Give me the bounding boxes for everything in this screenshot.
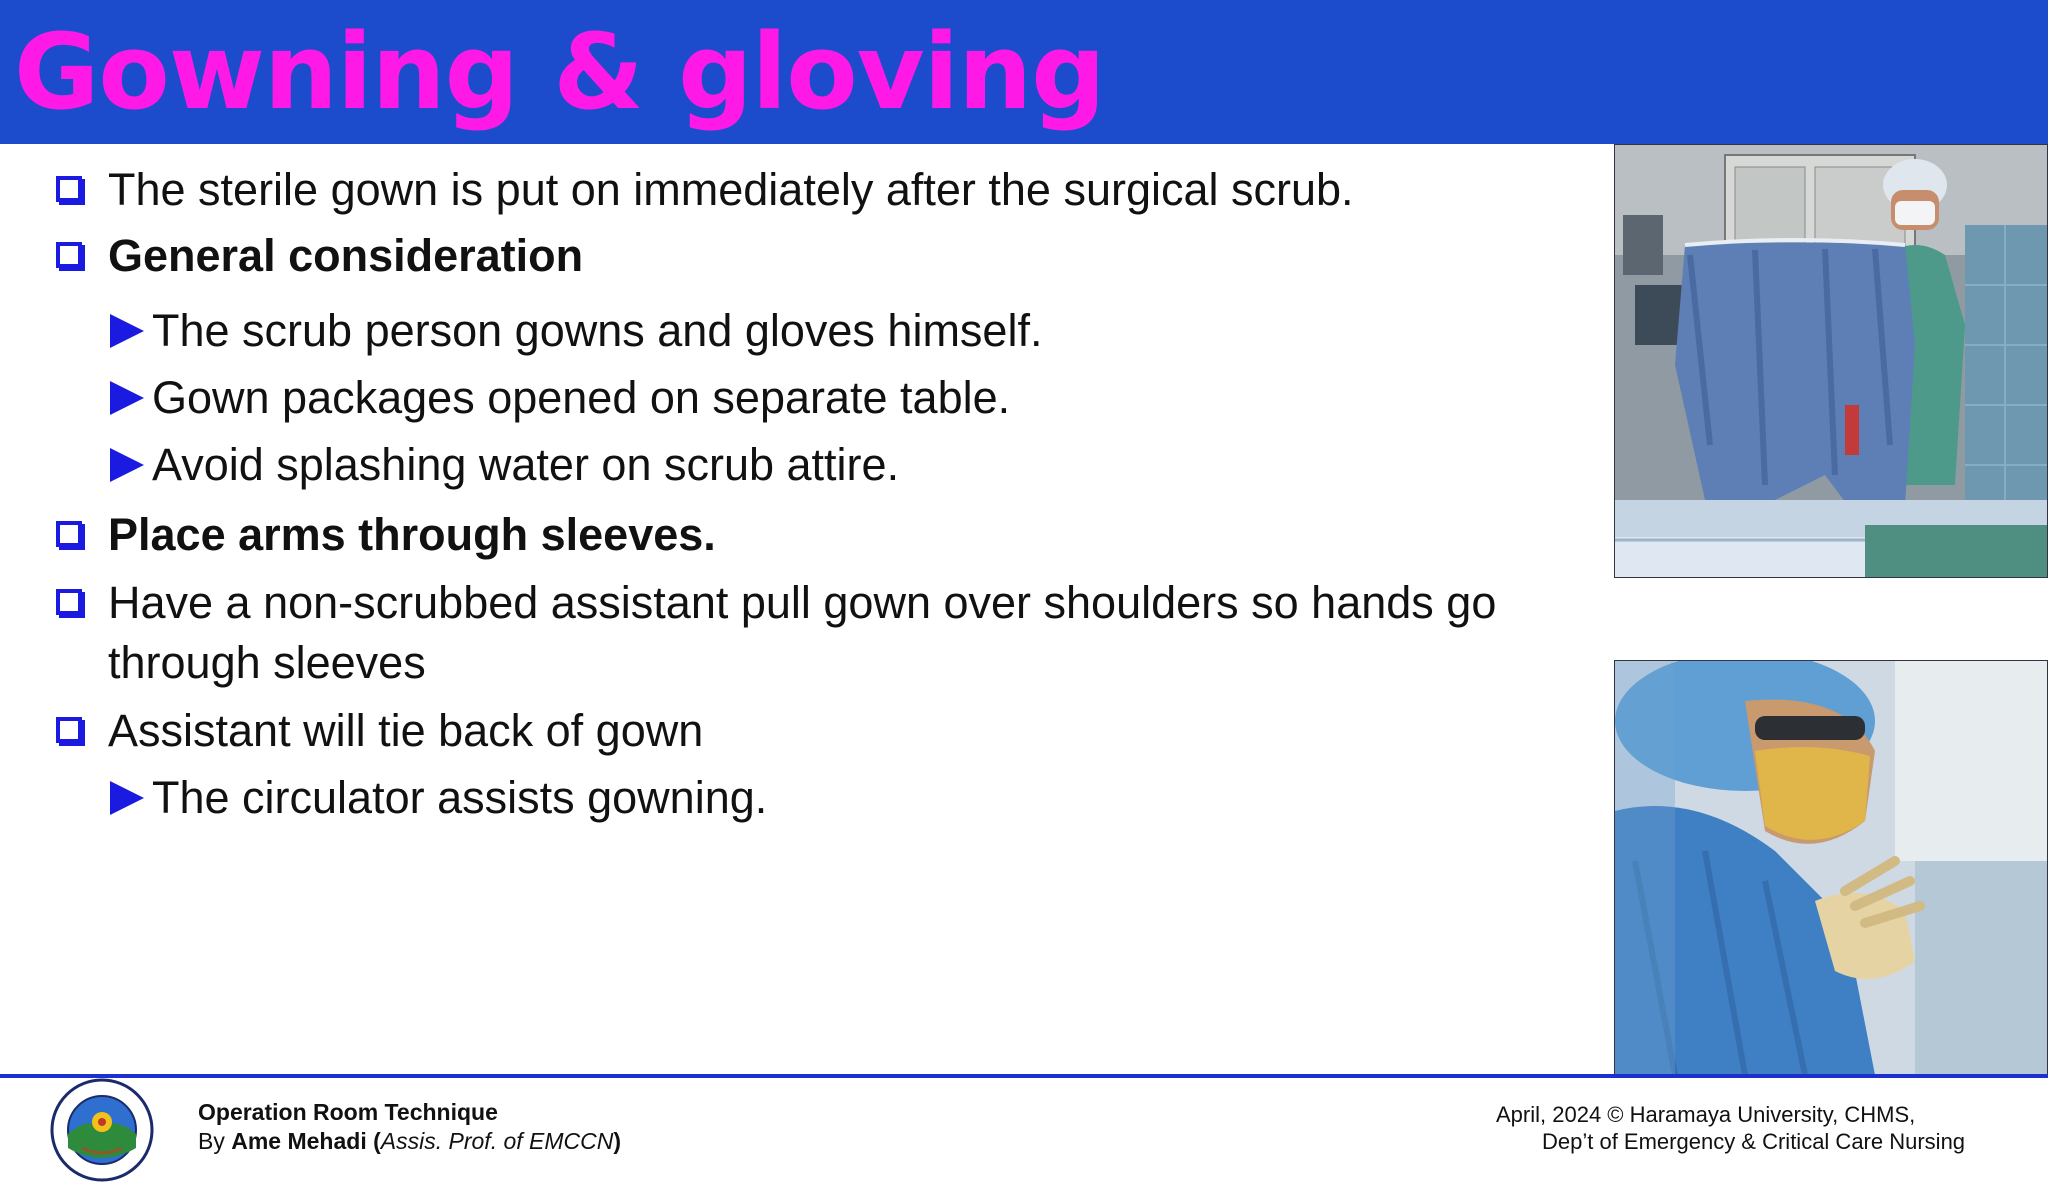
triangle-bullet-icon xyxy=(110,381,144,415)
bullet-list xyxy=(0,144,1600,1064)
university-seal-icon xyxy=(46,1078,158,1182)
footer-author-name: Ame Mehadi xyxy=(231,1128,367,1154)
square-bullet-icon xyxy=(56,521,82,547)
gloving-photo-illustration xyxy=(1615,661,2047,1075)
gowning-photo xyxy=(1614,144,2048,578)
square-bullet-icon xyxy=(56,589,82,615)
square-bullet-icon xyxy=(56,717,82,743)
footer-divider xyxy=(0,1074,2048,1078)
gloving-photo xyxy=(1614,660,2048,1076)
footer-by-prefix: By xyxy=(198,1128,232,1154)
footer-close-paren: ) xyxy=(613,1128,622,1154)
slide-title: Gowning & gloving xyxy=(14,11,1105,133)
footer-open-paren: ( xyxy=(366,1128,381,1154)
footer-author-title: Assis. Prof. of EMCCN xyxy=(380,1128,614,1154)
bullet-text: Assistant will tie back of gown xyxy=(108,705,704,756)
triangle-bullet-icon xyxy=(110,448,144,482)
square-bullet-icon xyxy=(56,242,82,268)
sub-bullet-text: The circulator assists gowning. xyxy=(152,772,768,823)
gowning-photo-illustration xyxy=(1615,145,2047,577)
square-bullet-icon xyxy=(56,176,82,202)
footer-author-line xyxy=(198,1127,621,1155)
bullet-text: Have a non-scrubbed assistant pull gown over shoulders so hands go xyxy=(108,577,1497,628)
bullet-text: The sterile gown is put on immediately after the surgical scrub. xyxy=(108,164,1354,215)
bullet-text: General consideration xyxy=(108,230,584,281)
bullet-text-continuation: through sleeves xyxy=(108,637,426,688)
sub-bullet-text: Gown packages opened on separate table. xyxy=(152,372,1011,423)
sub-bullet-text: The scrub person gowns and gloves himself. xyxy=(152,305,1043,356)
triangle-bullet-icon xyxy=(110,781,144,815)
university-logo xyxy=(46,1078,158,1182)
footer-dept-line: Dep’t of Emergency & Critical Care Nursing xyxy=(1542,1129,1966,1154)
sub-bullet-text: Avoid splashing water on scrub attire. xyxy=(152,439,900,490)
footer-course-title: Operation Room Technique xyxy=(198,1099,498,1125)
triangle-bullet-icon xyxy=(110,314,144,348)
title-bar xyxy=(0,0,2048,144)
bullet-text: Place arms through sleeves. xyxy=(108,509,716,560)
footer-date-line: April, 2024 © Haramaya University, CHMS, xyxy=(1496,1102,1916,1127)
